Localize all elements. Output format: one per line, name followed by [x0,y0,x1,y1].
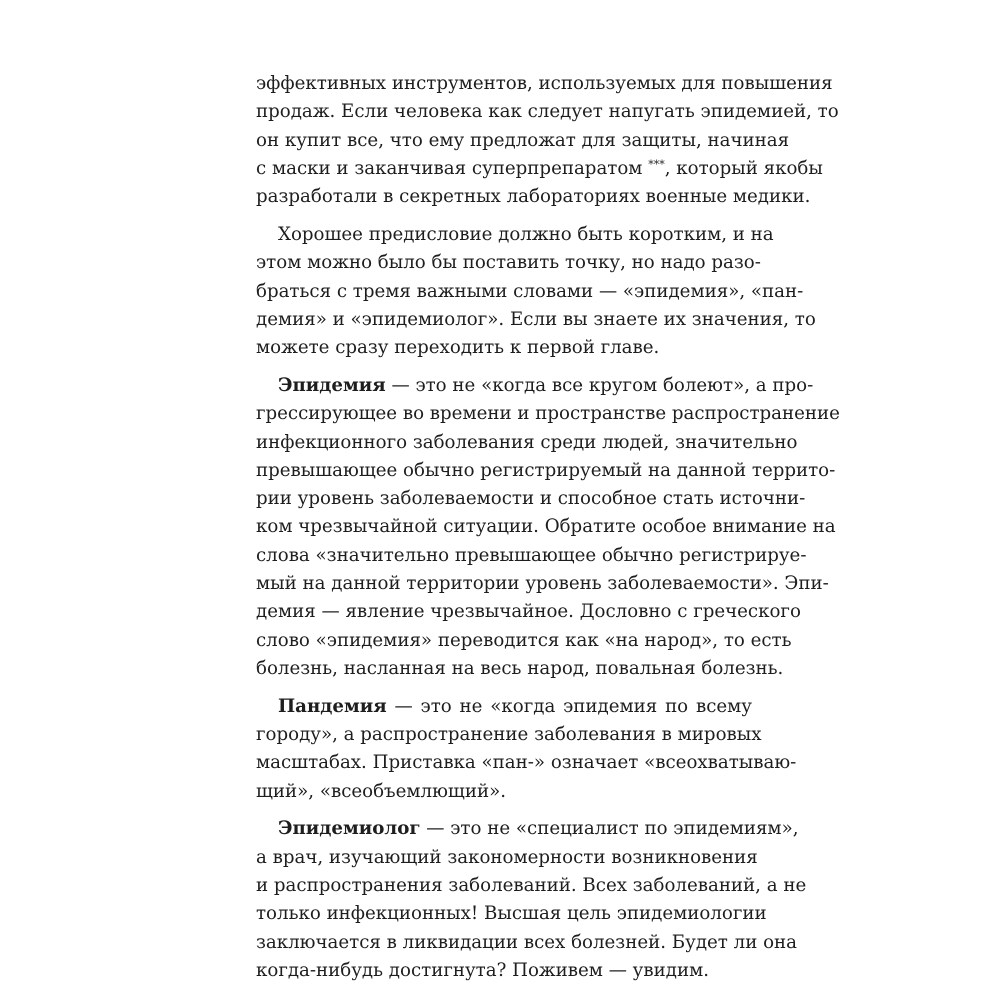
term-pandemic: Пандемия [278,695,387,717]
text-line: когда-нибудь достигнута? Поживем — увидим. [256,959,709,981]
text-line: болезнь, насланная на весь народ, повальная болезнь. [256,657,784,679]
text-line [256,815,799,843]
text-line: а врач, изучающий закономерности возникновения [256,846,758,868]
text-line [256,155,823,183]
text-line: щий», «всеобъемлющий». [256,780,506,802]
text-fragment: — это не «когда эпидемия по всему [386,695,752,717]
paragraph-pandemic-definition [256,693,797,806]
text-fragment: — это не «когда все кругом болеют», а про- [385,374,814,396]
paragraph-epidemic-definition [256,372,840,683]
text-line: демия — явление чрезвычайное. Дословно с греческого [256,601,801,623]
footnote-marker: *** [648,157,665,171]
text-line: эффективных инструментов, используемых для повышения [256,73,833,94]
text-line: слова «значительно превышающее обычно регистрируе- [256,544,807,566]
text-fragment: , который якобы [664,157,823,179]
text-line: только инфекционных! Высшая цель эпидемиологии [256,903,767,925]
text-line: этом можно было бы поставить точку, но надо разо- [256,252,761,274]
text-line [256,372,814,400]
text-line: превышающее обычно регистрируемый на данной террито- [256,459,836,481]
text-fragment: с маски и заканчивая суперпрепаратом [256,157,649,179]
term-epidemiologist: Эпидемиолог [278,818,421,840]
text-line: можете сразу переходить к первой главе. [256,337,660,359]
term-epidemic: Эпидемия [278,374,386,396]
text-fragment: — это не «специалист по эпидемиям», [420,818,799,840]
text-line: он купит все, что ему предложат для защиты, начиная [256,129,790,151]
text-line: рии уровень заболеваемости и способное стать источни- [256,488,806,510]
text-line: заключается в ликвидации всех болезней. Будет ли она [256,931,798,953]
text-line: разработали в секретных лабораториях военные медики. [256,186,811,208]
text-line: инфекционного заболевания среди людей, значительно [256,431,798,453]
text-line: демия» и «эпидемиолог». Если вы знаете их значения, то [256,308,816,330]
body-text [256,70,840,985]
text-line: масштабах. Приставка «пан-» означает «всеохватываю- [256,752,797,774]
text-line: слово «эпидемия» переводится как «на народ», то есть [256,629,792,651]
paragraph-continuation [256,70,839,211]
paragraph-epidemiologist-definition [256,815,807,985]
text-line: городу», а распространение заболевания в мировых [256,724,762,746]
text-line: мый на данной территории уровень заболеваемости». Эпи- [256,573,829,595]
paragraph-preface [256,221,816,362]
text-line: грессирующее во времени и пространстве распространение [256,403,840,425]
text-line: ком чрезвычайной ситуации. Обратите особое внимание на [256,516,836,538]
text-line: и распространения заболеваний. Всех заболеваний, а не [256,875,807,897]
text-line: продаж. Если человека как следует напугать эпидемией, то [256,101,839,123]
text-line [256,693,752,721]
text-line: Хорошее предисловие должно быть коротким, и на [278,223,774,245]
text-line: браться с тремя важными словами — «эпидемия», «пан- [256,280,804,302]
